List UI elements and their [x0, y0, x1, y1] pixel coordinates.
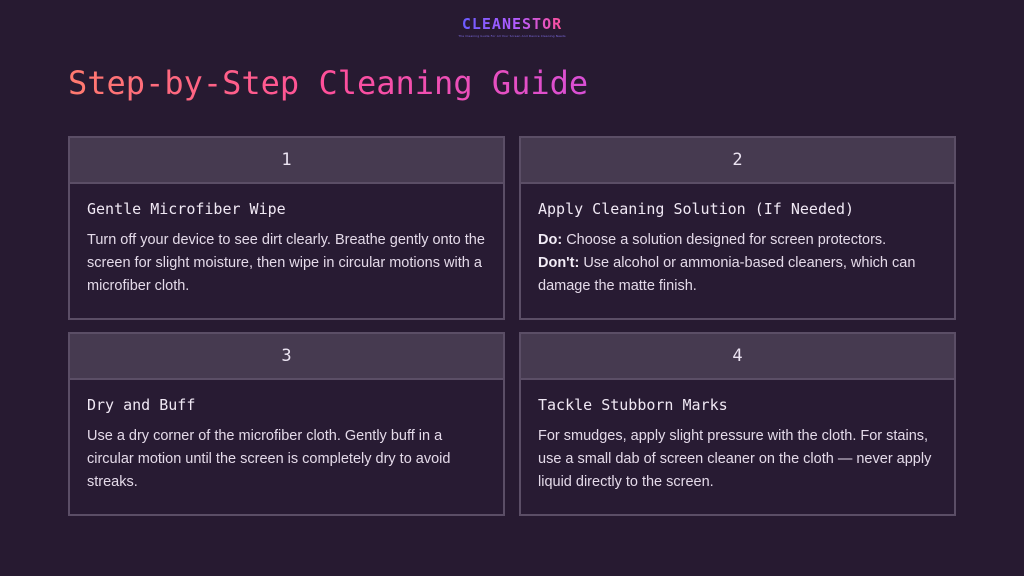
- step-card-2: [519, 136, 956, 320]
- step-title: Dry and Buff: [87, 396, 196, 414]
- step-body: [521, 380, 954, 514]
- brand-name: CLEANESTOR: [461, 15, 563, 33]
- step-card-4: [519, 332, 956, 516]
- step-body: [70, 380, 503, 514]
- brand-tagline: The Cleaning Guide For All Your Screen And Device Cleaning Needs: [458, 34, 566, 38]
- step-body: [521, 184, 954, 318]
- step-card-1: [68, 136, 505, 320]
- dont-text: Use alcohol or ammonia-based cleaners, which can damage the matte finish.: [538, 255, 916, 294]
- dont-line: [538, 252, 937, 298]
- step-card-3: [68, 332, 505, 516]
- step-text: Turn off your device to see dirt clearly. Breathe gently onto the screen for slight moisture, then wipe in circular motions with a microfiber cloth.: [87, 232, 485, 294]
- step-title: Apply Cleaning Solution (If Needed): [538, 200, 855, 218]
- step-body: [70, 184, 503, 318]
- step-text: [538, 229, 937, 298]
- step-number: 1: [70, 138, 503, 184]
- do-text: Choose a solution designed for screen protectors.: [562, 232, 887, 248]
- do-label: Do:: [538, 232, 563, 248]
- step-number: 3: [70, 334, 503, 380]
- step-title: Tackle Stubborn Marks: [538, 396, 728, 414]
- step-text: For smudges, apply slight pressure with the cloth. For stains, use a small dab of screen cleaner on the cloth — never apply liquid directly to the screen.: [538, 428, 932, 490]
- do-line: [538, 229, 937, 252]
- step-text: Use a dry corner of the microfiber cloth. Gently buff in a circular motion until the screen is completely dry to avoid streaks.: [87, 428, 451, 490]
- step-number: 4: [521, 334, 954, 380]
- step-number: 2: [521, 138, 954, 184]
- brand-logo: [0, 14, 1024, 38]
- step-title: Gentle Microfiber Wipe: [87, 200, 286, 218]
- page-title: Step-by-Step Cleaning Guide: [68, 64, 589, 102]
- dont-label: Don't:: [538, 255, 580, 271]
